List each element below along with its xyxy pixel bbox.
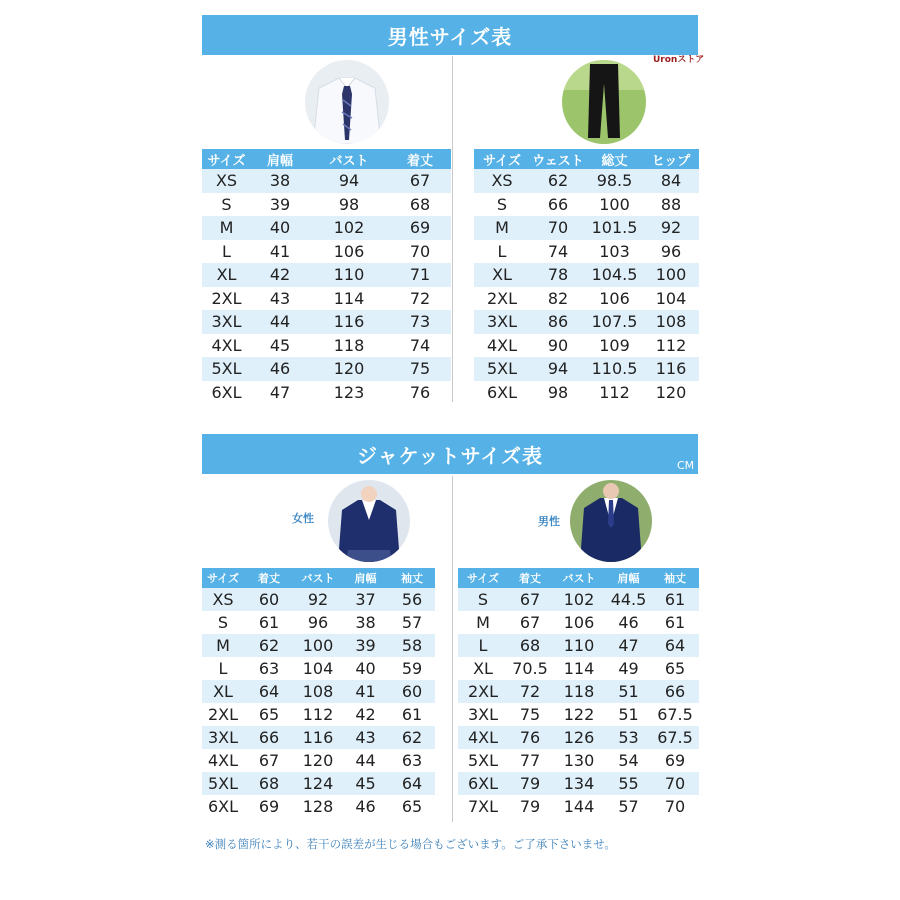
table-cell: 61 [389, 703, 435, 726]
table-cell: L [202, 657, 244, 680]
table-cell: 104 [294, 657, 342, 680]
logo-store-name: Uronストア [653, 55, 705, 65]
table-cell: M [202, 634, 244, 657]
table-row [458, 680, 699, 703]
column-header: バスト [294, 568, 342, 588]
table-cell: 120 [294, 749, 342, 772]
table-row [202, 680, 435, 703]
table-cell: 106 [552, 611, 606, 634]
table-row [202, 287, 451, 311]
table-cell: 57 [389, 611, 435, 634]
table-cell: 41 [251, 240, 309, 264]
table-cell: 73 [389, 310, 451, 334]
table-cell: 65 [651, 657, 699, 680]
table-cell: 56 [389, 588, 435, 611]
table-cell: 39 [342, 634, 389, 657]
table-cell: 6XL [202, 381, 251, 405]
female-jacket-photo [328, 480, 410, 562]
table-cell: 110 [309, 263, 389, 287]
table-cell: 69 [244, 795, 294, 818]
measurement-note: ※測る箇所により、若干の誤差が生じる場合もございます。ご了承下さいませ。 [205, 837, 616, 851]
male-jacket-photo [570, 480, 652, 562]
men-size-title: 男性サイズ表 [387, 24, 513, 49]
table-cell: 75 [508, 703, 552, 726]
table-cell: 63 [389, 749, 435, 772]
table-cell: 38 [342, 611, 389, 634]
table-cell: 92 [643, 216, 699, 240]
table-cell: M [458, 611, 508, 634]
table-cell: 63 [244, 657, 294, 680]
table-cell: 116 [643, 357, 699, 381]
table-cell: 46 [606, 611, 651, 634]
table-row [474, 310, 699, 334]
men-size-banner [202, 15, 698, 55]
table-row [202, 749, 435, 772]
table-cell: 49 [606, 657, 651, 680]
table-row [202, 240, 451, 264]
table-cell: 40 [342, 657, 389, 680]
table-cell: 123 [309, 381, 389, 405]
table-cell: M [474, 216, 530, 240]
table-cell: M [202, 216, 251, 240]
female-label: 女性 [292, 512, 314, 525]
table-cell: 96 [643, 240, 699, 264]
table-cell: 7XL [458, 795, 508, 818]
table-cell: 6XL [474, 381, 530, 405]
table-cell: 4XL [474, 334, 530, 358]
table-cell: 66 [244, 726, 294, 749]
table-cell: 100 [586, 193, 643, 217]
table-cell: 61 [651, 611, 699, 634]
table-cell: 64 [389, 772, 435, 795]
column-header: 総丈 [586, 149, 643, 169]
column-header: ウェスト [530, 149, 586, 169]
table-cell: 94 [530, 357, 586, 381]
table-cell: 103 [586, 240, 643, 264]
table-cell: 70 [389, 240, 451, 264]
table-cell: 65 [389, 795, 435, 818]
table-cell: 64 [651, 634, 699, 657]
table-cell: 46 [251, 357, 309, 381]
table-cell: 45 [251, 334, 309, 358]
table-cell: 47 [251, 381, 309, 405]
table-cell: 51 [606, 680, 651, 703]
table-cell: 112 [643, 334, 699, 358]
table-cell: 60 [244, 588, 294, 611]
table-cell: XS [202, 588, 244, 611]
table-cell: 3XL [202, 726, 244, 749]
column-header: 肩幅 [342, 568, 389, 588]
table-cell: S [458, 588, 508, 611]
table-cell: 76 [508, 726, 552, 749]
table-cell: 53 [606, 726, 651, 749]
table-cell: 106 [309, 240, 389, 264]
table-cell: XL [202, 680, 244, 703]
table-cell: 67 [244, 749, 294, 772]
table-row [202, 772, 435, 795]
column-header: サイズ [474, 149, 530, 169]
column-header: 着丈 [389, 149, 451, 169]
column-header: 着丈 [508, 568, 552, 588]
table-cell: 43 [342, 726, 389, 749]
table-cell: 5XL [458, 749, 508, 772]
table-cell: 86 [530, 310, 586, 334]
table-cell: 74 [389, 334, 451, 358]
table-cell: 2XL [474, 287, 530, 311]
table-cell: 78 [530, 263, 586, 287]
column-header: ヒップ [643, 149, 699, 169]
table-row [202, 634, 435, 657]
table-cell: 57 [606, 795, 651, 818]
table-cell: 90 [530, 334, 586, 358]
table-cell: 110.5 [586, 357, 643, 381]
table-cell: 5XL [474, 357, 530, 381]
table-cell: 107.5 [586, 310, 643, 334]
table-row [202, 726, 435, 749]
table-cell: 68 [244, 772, 294, 795]
table-cell: 92 [294, 588, 342, 611]
table-cell: 65 [244, 703, 294, 726]
table-cell: XS [474, 169, 530, 193]
table-cell: 61 [651, 588, 699, 611]
table-cell: 66 [651, 680, 699, 703]
table-cell: 108 [294, 680, 342, 703]
table-cell: 134 [552, 772, 606, 795]
table-cell: 109 [586, 334, 643, 358]
table-cell: 4XL [202, 334, 251, 358]
table-cell: 66 [530, 193, 586, 217]
table-cell: 51 [606, 703, 651, 726]
column-header: 肩幅 [606, 568, 651, 588]
table-cell: 104.5 [586, 263, 643, 287]
table-cell: 82 [530, 287, 586, 311]
table-cell: 144 [552, 795, 606, 818]
table-cell: 67 [508, 588, 552, 611]
table-cell: 42 [342, 703, 389, 726]
table-row [474, 287, 699, 311]
table-cell: 43 [251, 287, 309, 311]
table-row [458, 611, 699, 634]
table-row [202, 381, 451, 405]
table-cell: 104 [643, 287, 699, 311]
table-row [202, 657, 435, 680]
pants-photo [562, 60, 646, 144]
table-row [458, 726, 699, 749]
table-cell: 37 [342, 588, 389, 611]
column-header: サイズ [202, 149, 251, 169]
table-cell: 60 [389, 680, 435, 703]
shirt-image [305, 60, 389, 144]
table-cell: 70.5 [508, 657, 552, 680]
table-row [202, 611, 435, 634]
table-cell: 110 [552, 634, 606, 657]
jacket-size-banner [202, 434, 698, 474]
table-cell: 124 [294, 772, 342, 795]
table-cell: 4XL [202, 749, 244, 772]
table-cell: 42 [251, 263, 309, 287]
table-cell: 6XL [202, 795, 244, 818]
table-cell: 102 [309, 216, 389, 240]
column-header: 着丈 [244, 568, 294, 588]
table-cell: 39 [251, 193, 309, 217]
male-jacket-size-table [458, 568, 699, 818]
table-cell: 46 [342, 795, 389, 818]
table-row [202, 216, 451, 240]
table-cell: 69 [651, 749, 699, 772]
column-header: サイズ [458, 568, 508, 588]
shirt-size-table [202, 149, 451, 404]
jacket-divider [452, 476, 453, 822]
table-cell: 112 [294, 703, 342, 726]
table-cell: 2XL [202, 287, 251, 311]
table-cell: 98 [309, 193, 389, 217]
shirt-photo [305, 60, 389, 144]
table-row [474, 357, 699, 381]
table-row [474, 240, 699, 264]
table-row [202, 334, 451, 358]
table-cell: 2XL [458, 680, 508, 703]
table-cell: 116 [309, 310, 389, 334]
table-row [474, 334, 699, 358]
table-cell: 74 [530, 240, 586, 264]
table-cell: L [458, 634, 508, 657]
table-cell: 102 [552, 588, 606, 611]
table-cell: 58 [389, 634, 435, 657]
table-row [202, 703, 435, 726]
table-cell: 70 [651, 795, 699, 818]
table-cell: 4XL [458, 726, 508, 749]
table-cell: 106 [586, 287, 643, 311]
table-cell: 120 [643, 381, 699, 405]
table-cell: 84 [643, 169, 699, 193]
female-jacket-size-table [202, 568, 435, 818]
table-cell: 2XL [202, 703, 244, 726]
table-cell: 118 [309, 334, 389, 358]
table-cell: 5XL [202, 772, 244, 795]
column-header: 袖丈 [651, 568, 699, 588]
table-cell: 41 [342, 680, 389, 703]
column-header: サイズ [202, 568, 244, 588]
jacket-size-title: ジャケットサイズ表 [357, 443, 543, 468]
male-label: 男性 [538, 515, 560, 528]
table-cell: 38 [251, 169, 309, 193]
table-cell: 62 [530, 169, 586, 193]
table-cell: 67.5 [651, 726, 699, 749]
table-row [474, 216, 699, 240]
top-divider [452, 56, 453, 402]
table-cell: 55 [606, 772, 651, 795]
table-row [474, 263, 699, 287]
table-row [474, 169, 699, 193]
table-cell: 6XL [458, 772, 508, 795]
table-cell: 122 [552, 703, 606, 726]
table-cell: 67 [389, 169, 451, 193]
table-cell: 94 [309, 169, 389, 193]
column-header: バスト [552, 568, 606, 588]
table-cell: 68 [389, 193, 451, 217]
table-cell: 3XL [474, 310, 530, 334]
table-cell: 59 [389, 657, 435, 680]
table-cell: XL [474, 263, 530, 287]
table-cell: 47 [606, 634, 651, 657]
table-cell: 98 [530, 381, 586, 405]
table-cell: 67.5 [651, 703, 699, 726]
table-cell: 98.5 [586, 169, 643, 193]
table-row [474, 381, 699, 405]
table-cell: 3XL [202, 310, 251, 334]
table-cell: 44 [342, 749, 389, 772]
table-row [202, 263, 451, 287]
table-cell: 77 [508, 749, 552, 772]
table-cell: L [202, 240, 251, 264]
column-header: 肩幅 [251, 149, 309, 169]
table-cell: 116 [294, 726, 342, 749]
table-cell: L [474, 240, 530, 264]
table-cell: 54 [606, 749, 651, 772]
table-cell: 75 [389, 357, 451, 381]
table-cell: 76 [389, 381, 451, 405]
table-cell: XL [202, 263, 251, 287]
table-cell: 70 [530, 216, 586, 240]
table-cell: S [202, 193, 251, 217]
table-cell: 112 [586, 381, 643, 405]
table-cell: 45 [342, 772, 389, 795]
pants-image [562, 60, 646, 144]
table-cell: 64 [244, 680, 294, 703]
table-cell: 69 [389, 216, 451, 240]
table-cell: 62 [244, 634, 294, 657]
table-cell: 114 [552, 657, 606, 680]
table-row [458, 749, 699, 772]
table-cell: 44 [251, 310, 309, 334]
table-cell: 40 [251, 216, 309, 240]
pants-size-table [474, 149, 699, 404]
table-cell: 70 [651, 772, 699, 795]
table-cell: 100 [643, 263, 699, 287]
table-cell: 128 [294, 795, 342, 818]
table-row [458, 588, 699, 611]
column-header: バスト [309, 149, 389, 169]
table-cell: 108 [643, 310, 699, 334]
table-cell: S [202, 611, 244, 634]
table-row [202, 193, 451, 217]
table-cell: 120 [309, 357, 389, 381]
table-cell: 44.5 [606, 588, 651, 611]
column-header: 袖丈 [389, 568, 435, 588]
table-cell: 68 [508, 634, 552, 657]
table-cell: 96 [294, 611, 342, 634]
table-cell: 88 [643, 193, 699, 217]
table-cell: 118 [552, 680, 606, 703]
table-cell: 62 [389, 726, 435, 749]
table-cell: S [474, 193, 530, 217]
table-row [458, 772, 699, 795]
table-cell: 114 [309, 287, 389, 311]
table-cell: 130 [552, 749, 606, 772]
table-cell: 101.5 [586, 216, 643, 240]
table-row [202, 169, 451, 193]
table-cell: 61 [244, 611, 294, 634]
table-row [458, 703, 699, 726]
table-row [458, 795, 699, 818]
table-cell: 5XL [202, 357, 251, 381]
table-cell: 79 [508, 795, 552, 818]
table-cell: 79 [508, 772, 552, 795]
table-cell: 67 [508, 611, 552, 634]
table-row [202, 795, 435, 818]
table-cell: 3XL [458, 703, 508, 726]
table-cell: 100 [294, 634, 342, 657]
table-row [458, 657, 699, 680]
table-row [202, 357, 451, 381]
table-cell: 72 [508, 680, 552, 703]
table-row [202, 588, 435, 611]
table-cell: 71 [389, 263, 451, 287]
table-row [202, 310, 451, 334]
table-cell: XS [202, 169, 251, 193]
male-jacket-image [570, 480, 652, 562]
table-row [458, 634, 699, 657]
table-cell: XL [458, 657, 508, 680]
female-jacket-image [328, 480, 410, 562]
table-row [474, 193, 699, 217]
jacket-cm-label: CM [677, 459, 695, 472]
table-cell: 72 [389, 287, 451, 311]
table-cell: 126 [552, 726, 606, 749]
